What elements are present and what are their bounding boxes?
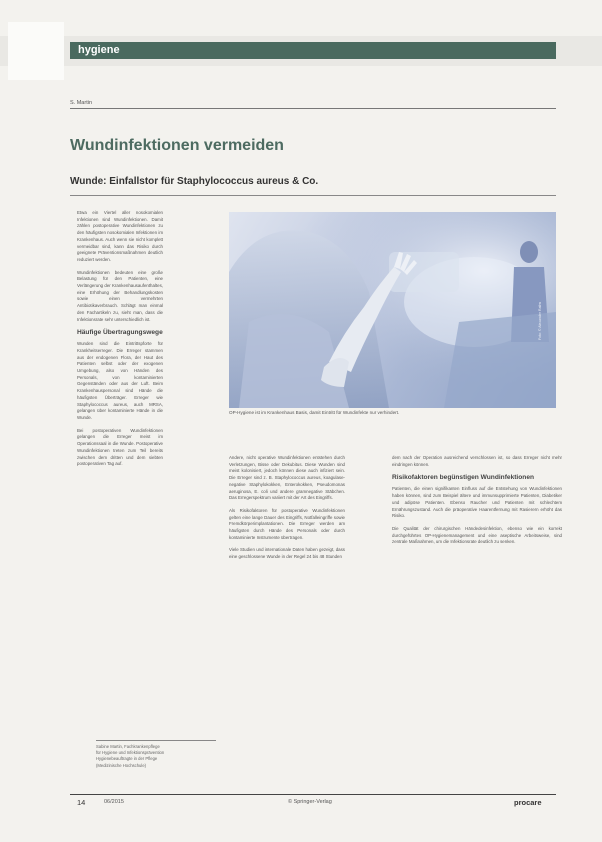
publisher-label: © Springer-Verlag bbox=[288, 799, 332, 805]
issue-label: 06/2015 bbox=[104, 799, 124, 805]
section-label: hygiene bbox=[70, 42, 556, 59]
section-heading: Häufige Übertragungswege bbox=[77, 329, 163, 337]
page-number: 14 bbox=[77, 798, 86, 807]
body-paragraph: Bei postoperativen Wundinfektionen gelangen die Erreger meist im Operationssaal in die Wunde. Postoperative Wundinfektionen treten zum Teil bereits zwischen dem dritten und dem siebten postoperativen Tag auf. bbox=[77, 427, 163, 467]
article-title: Wundinfektionen vermeiden bbox=[70, 137, 284, 154]
page-corner-tab bbox=[8, 22, 64, 80]
surgeon-gloves-illustration bbox=[229, 212, 556, 408]
body-paragraph: Als Risikofaktoren für postoperative Wundinfektionen gelten eine lange Dauer des Eingriffs, Notfalleingriffe sowie Fremdkörperimplantationen. Die Erreger werden am häufigsten durch Hände des Personals oder durch kontaminierte Instrumente übertragen. bbox=[229, 507, 345, 540]
figure-caption: OP-Hygiene ist im Krankenhaus Basis, damit Eintritt für Wundinfekte nur verhindert. bbox=[229, 410, 400, 415]
footnote-line: Hygienebeauftragte in der Pflege bbox=[96, 756, 158, 762]
footnote-line: für Hygiene und Infektionsprävention bbox=[96, 750, 165, 756]
text-column-middle bbox=[229, 455, 345, 840]
body-paragraph: Wundinfektionen bedeuten eine große Belastung für den Patienten, eine Verlängerung der Krankenhausaufenthaltes, eine Erhöhung der Behandlungskosten sowie einen vermehrten Antibiotikaverbrauch. Schlägt man einmal den Fachartikeln zu, sieht man, dass die Infektionsrate sehr unterschiedlich ist. bbox=[77, 269, 163, 322]
text-column-right bbox=[392, 455, 562, 840]
title-divider bbox=[70, 195, 556, 196]
section-heading: Risikofaktoren begünstigen Wundinfektionen bbox=[392, 474, 535, 482]
footer-rule bbox=[70, 794, 556, 795]
body-paragraph: Die Qualität der chirurgischen Händedesinfektion, ebenso wie ein korrekt durchgeführtes OP-Hygienemanagement und eine aseptische Arbeitsweise, sind zentrale Maßnahmen, um die Infektionsrate deutlich zu senken. bbox=[392, 525, 562, 545]
footnote-line: Sabine Martin, Fachkrankenpflege bbox=[96, 744, 160, 749]
operating-room-photo bbox=[229, 212, 556, 408]
footnote-line: (Medizinische Hochschule) bbox=[96, 762, 147, 768]
body-paragraph: Andere, nicht operative Wundinfektionen entstehen durch Verletzungen, Bisse oder Dekubitus. Diese Wunden sind meist kolonisiert, jedoch können diese auch infiziert sein. Die Erreger sind z. B. Staphylococcus aureus, koagulase-negative Staphylokokken, Enterokokken, Pseudomonas aeruginosa, E. coli und andere gramnegative Stäbchen. Das Erregerspektrum variiert mit der Art des Eingriffs. bbox=[229, 455, 345, 501]
body-paragraph: Patienten, die einen signifikanten Einfluss auf die Entstehung von Wundinfektionen haben können, sind zum Beispiel ältere und immunsupprimierte Patienten, Diabetiker und adipöse Patienten. Ebenso Raucher und Patienten mit schlechtem Ernährungszustand. Auch die präoperative Haarentfernung mit Rasierern erhöht das Risiko. bbox=[392, 486, 562, 519]
text-column-left bbox=[77, 210, 163, 710]
body-paragraph: dem nach der Operation ausreichend verschlossen ist, so dass Erreger nicht mehr eindringen können. bbox=[392, 455, 562, 467]
body-paragraph: Wunden sind die Eintrittspforte für Krankheitserreger. Die Erreger stammen aus der endogenen Flora, der Haut des Patienten selbst oder der exogenen Umgebung, also von Händen des Personals, von kontaminierten Gegenständen oder aus der Luft. Beim Krankenhauspersonal sind Hände die häufigsten Überträger. Erreger wie Staphylococcus aureus, auch MRSA, gelangen über kontaminierte Hände in die Wunde. bbox=[77, 341, 163, 420]
intro-paragraph: Etwa ein Viertel aller nosokomialen Infektionen sind Wundinfektionen. Damit zählen postoperative Wundinfektionen zu den häufigsten nosokomialen Infektionen im Krankenhaus. Auch wenn sie nicht komplett vermeidbar sind, kann das Risiko durch geeignete Präventionsmaßnahmen deutlich reduziert werden. bbox=[77, 210, 163, 262]
article-subtitle: Wunde: Einfallstor für Staphylococcus aureus & Co. bbox=[70, 176, 319, 187]
author-footnote bbox=[96, 740, 216, 769]
author-line: S. Martin bbox=[70, 100, 556, 109]
photo-credit: Foto: © Alexander Raths bbox=[538, 301, 542, 340]
footnote-rule bbox=[96, 740, 216, 741]
body-paragraph: Viele Studien und internationale Daten haben gezeigt, dass eine geschlossene Wunde in der Regel 24 bis 48 Stunden bbox=[229, 547, 345, 560]
journal-name: procare bbox=[514, 798, 542, 807]
